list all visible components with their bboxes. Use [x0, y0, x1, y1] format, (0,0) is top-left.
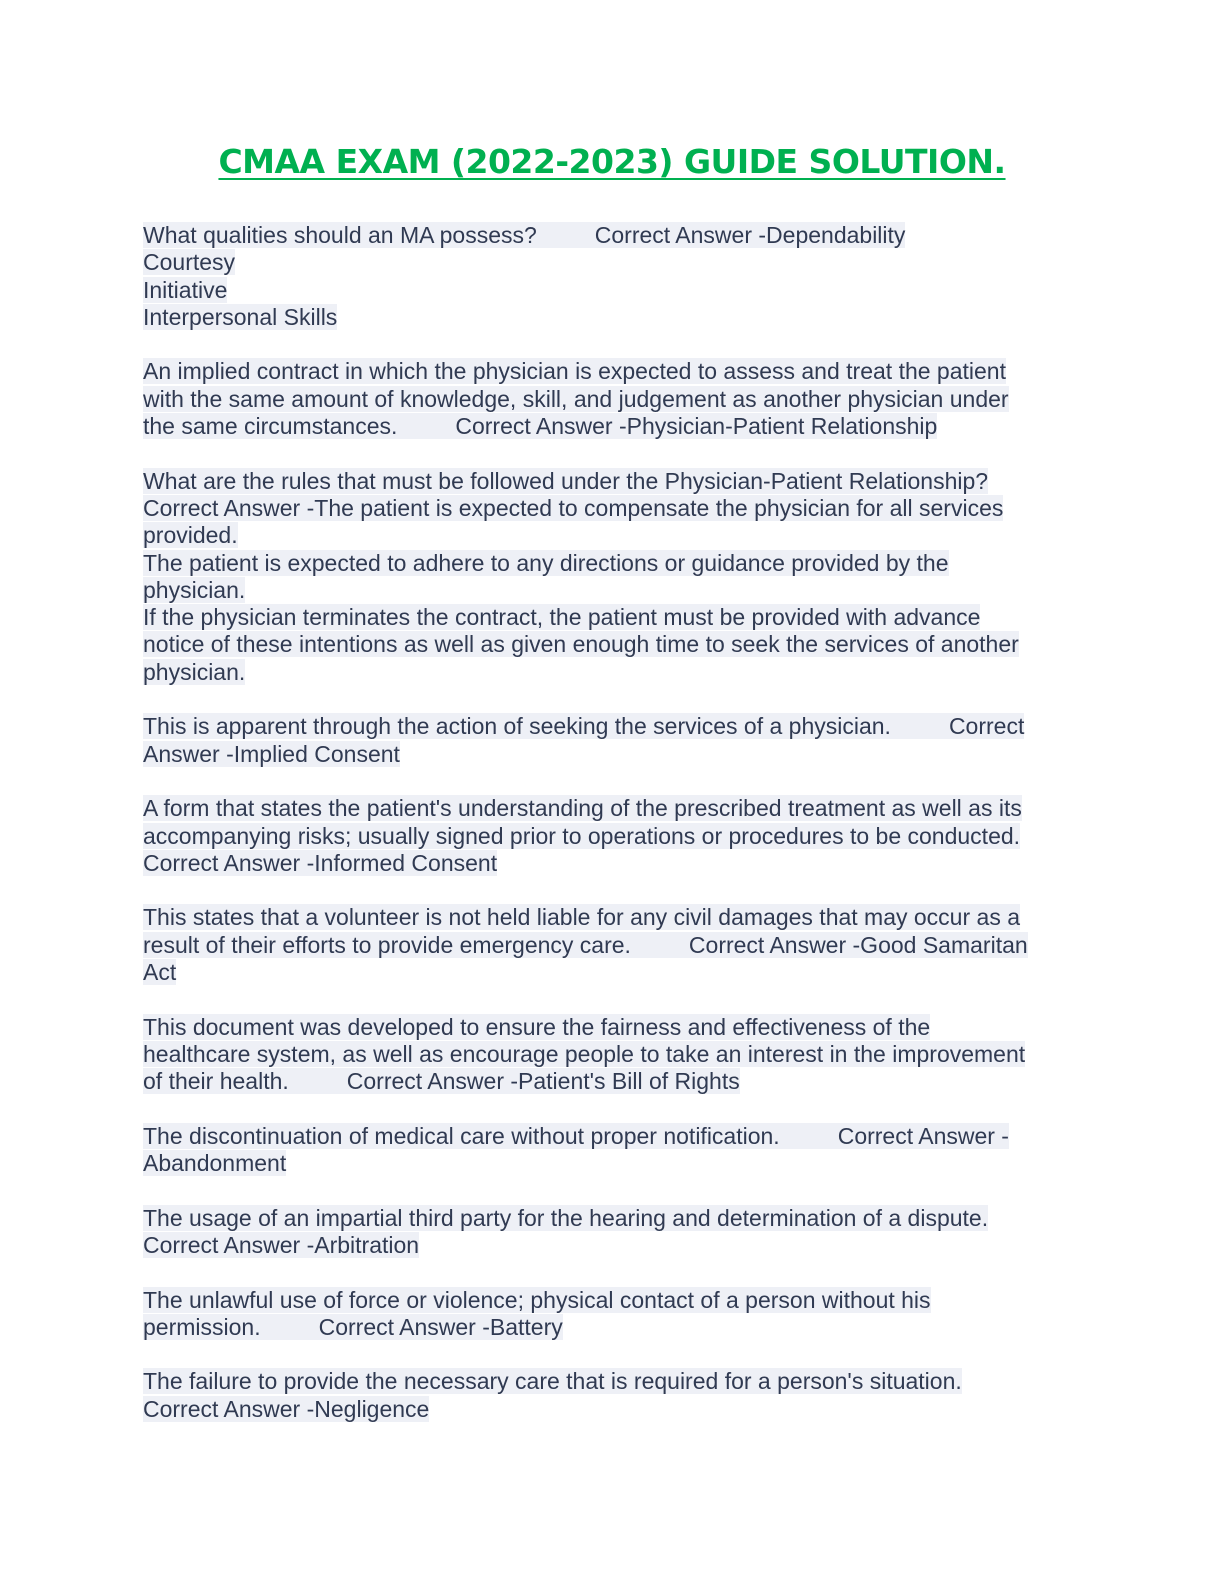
qa-text: If the physician terminates the contract, the patient must be provided with advance: [143, 604, 981, 631]
qa-line: [143, 713, 1083, 740]
qa-text: result of their efforts to provide emergency care.: [143, 931, 631, 958]
qa-line: [143, 904, 1083, 931]
qa-line: [143, 741, 1083, 768]
answer-text: Correct Answer -Battery: [318, 1313, 563, 1340]
qa-line-highlight: [143, 1232, 419, 1258]
qa-line-highlight: [143, 1314, 563, 1340]
answer-text: Correct Answer -Patient's Bill of Rights: [346, 1068, 740, 1095]
qa-line: [143, 631, 1083, 658]
qa-line-highlight: [143, 932, 1028, 958]
qa-text: Initiative: [143, 276, 228, 303]
qa-text: A form that states the patient's understanding of the prescribed treatment as well as its: [143, 795, 1022, 822]
qa-line-highlight: [143, 1368, 962, 1394]
qa-text: accompanying risks; usually signed prior to operations or procedures to be conducted.: [143, 822, 1021, 849]
qa-line: [143, 386, 1083, 413]
qa-line: [143, 550, 1083, 577]
qa-line-highlight: [143, 1396, 429, 1422]
qa-text: permission.: [143, 1313, 261, 1340]
qa-line: [143, 1287, 1083, 1314]
qa-line: [143, 1205, 1083, 1232]
qa-line-highlight: [143, 659, 245, 685]
qa-line: [143, 358, 1083, 385]
qa-item: [143, 1123, 1083, 1178]
qa-line-highlight: [143, 904, 1020, 930]
qa-item: [143, 358, 1083, 440]
qa-line: [143, 850, 1083, 877]
qa-line-highlight: [143, 741, 400, 767]
qa-text: Interpersonal Skills: [143, 303, 338, 330]
qa-line-highlight: [143, 577, 245, 603]
qa-text: Correct Answer -Informed Consent: [143, 849, 498, 876]
qa-text: provided.: [143, 522, 238, 549]
qa-line-highlight: [143, 713, 1024, 739]
qa-line: [143, 1368, 1083, 1395]
qa-text: physician.: [143, 658, 246, 685]
answer-text: Correct: [948, 713, 1025, 740]
qa-line-highlight: [143, 631, 1019, 657]
qa-line: [143, 1150, 1083, 1177]
qa-text: the same circumstances.: [143, 413, 398, 440]
qa-line-highlight: [143, 550, 949, 576]
qa-line-highlight: [143, 304, 337, 330]
qa-item: [143, 1368, 1083, 1423]
answer-text: Correct Answer -: [837, 1122, 1009, 1149]
qa-text: The usage of an impartial third party for the hearing and determination of a dispute.: [143, 1204, 989, 1231]
qa-line-highlight: [143, 277, 227, 303]
qa-line: [143, 468, 1083, 495]
qa-line-highlight: [143, 604, 980, 630]
qa-line: [143, 1396, 1083, 1423]
qa-text: Abandonment: [143, 1150, 287, 1177]
qa-line: [143, 577, 1083, 604]
qa-text: healthcare system, as well as encourage people to take an interest in the improvement: [143, 1040, 1026, 1067]
qa-line: [143, 1123, 1083, 1150]
qa-line: [143, 1014, 1083, 1041]
qa-text: with the same amount of knowledge, skill, and judgement as another physician under: [143, 385, 1009, 412]
qa-line-highlight: [143, 1041, 1025, 1067]
answer-text: Correct Answer -Physician-Patient Relationship: [455, 413, 938, 440]
qa-line-highlight: [143, 850, 497, 876]
qa-text: Correct Answer -Arbitration: [143, 1231, 420, 1258]
answer-text: Correct Answer -Good Samaritan: [688, 931, 1028, 958]
qa-line-highlight: [143, 386, 1009, 412]
qa-text: Answer -Implied Consent: [143, 740, 400, 767]
qa-line: [143, 304, 1083, 331]
qa-text: Correct Answer -Negligence: [143, 1395, 430, 1422]
qa-line-highlight: [143, 413, 937, 439]
qa-line-highlight: [143, 1014, 930, 1040]
qa-line-highlight: [143, 1068, 740, 1094]
qa-line: [143, 1068, 1083, 1095]
qa-text: What are the rules that must be followed under the Physician-Patient Relationship?: [143, 467, 989, 494]
qa-line: [143, 1041, 1083, 1068]
qa-line: [143, 604, 1083, 631]
qa-item: [143, 1287, 1083, 1342]
qa-line: [143, 823, 1083, 850]
qa-text: The unlawful use of force or violence; physical contact of a person without his: [143, 1286, 931, 1313]
qa-text: The discontinuation of medical care without proper notification.: [143, 1122, 780, 1149]
qa-line-highlight: [143, 1205, 988, 1231]
qa-line-highlight: [143, 249, 235, 275]
qa-item: [143, 1205, 1083, 1260]
document-title: CMAA EXAM (2022-2023) GUIDE SOLUTION.: [218, 142, 1006, 181]
qa-text: This document was developed to ensure the fairness and effectiveness of the: [143, 1013, 931, 1040]
qa-line: [143, 249, 1083, 276]
qa-line: [143, 659, 1083, 686]
qa-line-highlight: [143, 1287, 931, 1313]
qa-text: Courtesy: [143, 249, 236, 276]
qa-text: physician.: [143, 576, 246, 603]
qa-text: The patient is expected to adhere to any directions or guidance provided by the: [143, 549, 949, 576]
qa-item: [143, 222, 1083, 331]
qa-text: This states that a volunteer is not held liable for any civil damages that may occur as a: [143, 904, 1020, 931]
qa-line: [143, 1314, 1083, 1341]
qa-line-highlight: [143, 222, 905, 248]
qa-line: [143, 222, 1083, 249]
qa-line-highlight: [143, 522, 238, 548]
qa-text: The failure to provide the necessary care that is required for a person's situation.: [143, 1368, 962, 1395]
qa-text: Correct Answer -The patient is expected to compensate the physician for all services: [143, 494, 1004, 521]
qa-text: An implied contract in which the physician is expected to assess and treat the patient: [143, 358, 1006, 385]
qa-item: [143, 713, 1083, 768]
qa-line-highlight: [143, 795, 1022, 821]
qa-line-highlight: [143, 495, 1003, 521]
qa-line-highlight: [143, 358, 1006, 384]
qa-line: [143, 277, 1083, 304]
qa-line: [143, 932, 1083, 959]
qa-item: [143, 795, 1083, 877]
qa-line-highlight: [143, 468, 988, 494]
qa-item: [143, 1014, 1083, 1096]
qa-item: [143, 904, 1083, 986]
answer-text: Correct Answer -Dependability: [594, 222, 906, 248]
qa-list: [143, 222, 1083, 1450]
qa-line: [143, 959, 1083, 986]
qa-line-highlight: [143, 1123, 1009, 1149]
qa-text: of their health.: [143, 1068, 289, 1095]
qa-line-highlight: [143, 959, 176, 985]
qa-text: notice of these intentions as well as given enough time to seek the services of another: [143, 631, 1019, 658]
qa-line: [143, 413, 1083, 440]
qa-line: [143, 795, 1083, 822]
qa-line: [143, 495, 1083, 522]
qa-line: [143, 522, 1083, 549]
qa-line-highlight: [143, 823, 1020, 849]
qa-text: Act: [143, 959, 177, 986]
qa-line-highlight: [143, 1150, 286, 1176]
qa-text: This is apparent through the action of seeking the services of a physician.: [143, 713, 891, 740]
qa-line: [143, 1232, 1083, 1259]
qa-text: What qualities should an MA possess?: [143, 222, 537, 248]
qa-item: [143, 468, 1083, 686]
